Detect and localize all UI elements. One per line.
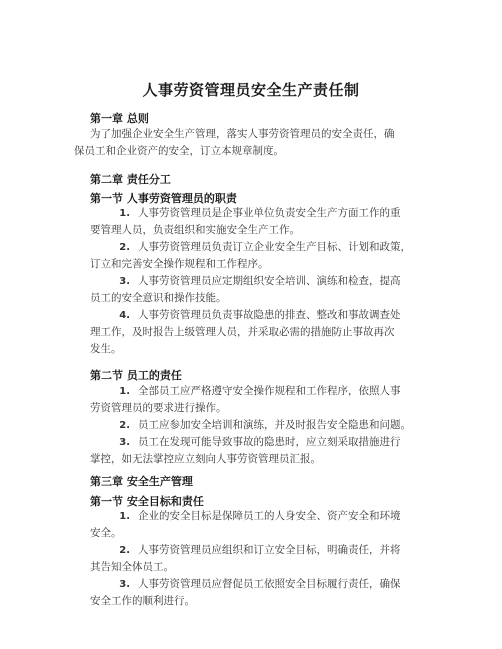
chapter-2-section-1-heading: 第一节 人事劳资管理员的职责 (90, 192, 237, 205)
item-text: 员工在发现可能导致事故的隐患时，应立刻采取措施进行 (138, 436, 401, 448)
item-number: 2. (119, 545, 130, 556)
chapter-1-paragraph-line-2: 保员工和企业资产的安全，订立本规章制度。 (74, 145, 284, 157)
item-text: 安全。 (90, 527, 122, 539)
chapter-3-section-1-heading: 第一节 安全目标和责任 (90, 495, 204, 508)
item-number: 1. (119, 386, 130, 397)
item-text: 要管理人员，负责组织和实施安全生产工作。 (90, 224, 300, 236)
item-text: 人事劳资管理员应督促员工依照安全目标履行责任，确保 (138, 578, 401, 590)
item-text: 人事劳资管理员应定期组织安全培训、演练和检查，提高 (138, 275, 401, 287)
chapter-1-heading: 第一章 总则 (90, 112, 149, 125)
item-number: 4. (119, 310, 130, 321)
item-text: 企业的安全目标是保障员工的人身安全、资产安全和环境 (138, 510, 401, 522)
list-item (90, 576, 430, 610)
item-number: 2. (119, 420, 130, 431)
list-item (90, 239, 430, 273)
list-item (90, 417, 430, 434)
list-item (90, 508, 430, 542)
item-text: 订立和完善安全操作规程和工作程序。 (90, 258, 269, 270)
item-text: 掌控，如无法掌控应立刻向人事劳资管理员汇报。 (90, 453, 321, 465)
item-text: 安全工作的顺利进行。 (90, 595, 195, 607)
item-number: 1. (119, 208, 130, 219)
item-text: 人事劳资管理员负责事故隐患的排查、整改和事故调查处 (138, 309, 401, 321)
document-title: 人事劳资管理员安全生产责任制 (142, 81, 360, 99)
list-item (90, 434, 430, 468)
item-text: 员工的安全意识和操作技能。 (90, 292, 227, 304)
item-text: 人事劳资管理员是企事业单位负责安全生产方面工作的重 (138, 207, 401, 219)
item-text: 员工应参加安全培训和演练，并及时报告安全隐患和问题。 (138, 419, 411, 431)
item-text: 其告知全体员工。 (90, 561, 174, 573)
item-text: 发生。 (90, 343, 122, 355)
item-text: 人事劳资管理员应组织和订立安全目标，明确责任，并将 (138, 544, 401, 556)
list-item (90, 542, 430, 576)
list-item (90, 307, 430, 358)
list-item (90, 383, 430, 417)
chapter-1-paragraph-line-1: 为了加强企业安全生产管理，落实人事劳资管理员的安全责任，确 (90, 128, 395, 140)
chapter-2-heading: 第二章 责任分工 (90, 173, 171, 186)
item-number: 3. (119, 276, 130, 287)
list-item (90, 205, 430, 239)
chapter-3-heading: 第三章 安全生产管理 (90, 475, 193, 488)
list-item (90, 273, 430, 307)
item-text: 全部员工应严格遵守安全操作规程和工作程序，依照人事 (138, 385, 401, 397)
item-number: 1. (119, 511, 130, 522)
item-text: 人事劳资管理员负责订立企业安全生产目标、计划和政策， (138, 241, 411, 253)
item-text: 理工作，及时报告上级管理人员，并采取必需的措施防止事故再次 (90, 326, 395, 338)
item-number: 3. (119, 437, 130, 448)
chapter-2-section-2-heading: 第二节 员工的责任 (90, 369, 182, 382)
item-number: 2. (119, 242, 130, 253)
item-text: 劳资管理员的要求进行操作。 (90, 402, 227, 414)
item-number: 3. (119, 579, 130, 590)
